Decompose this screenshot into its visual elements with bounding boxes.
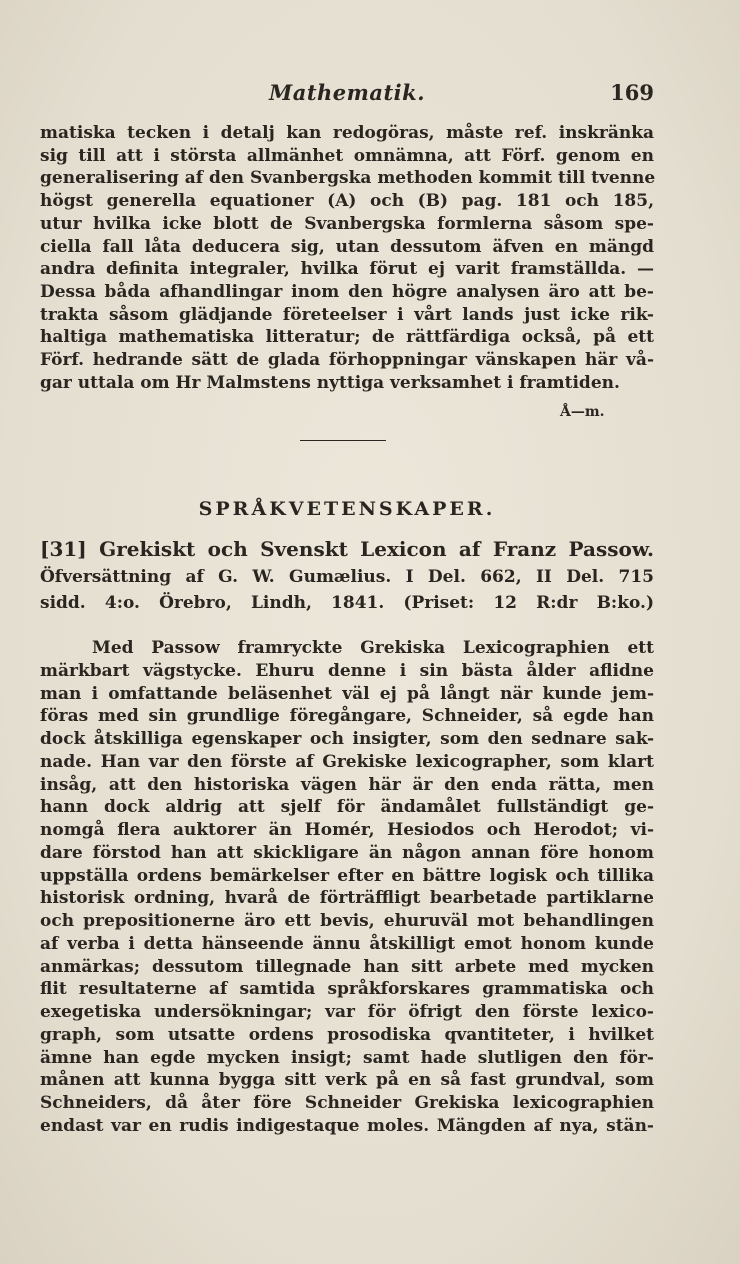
text-line: insåg, att den historiska vägen här är den enda rätta, men [40, 774, 654, 795]
text-line: historisk ordning, hvarå de förträffligt bearbetade partiklarne [40, 888, 654, 909]
text-line: man i omfattande beläsenhet väl ej på långt när kunde jem- [40, 683, 654, 704]
running-head-title: Mathematik. [268, 80, 426, 105]
text-line: utur hvilka icke blott de Svanbergska formlerna såsom spe- [40, 213, 654, 234]
text-line: högst generella equationer (A) och (B) pag. 181 och 185, [40, 191, 654, 212]
text-line: hann dock aldrig att sjelf för ändamålet fullständigt ge- [40, 797, 654, 818]
text-line: Schneiders, då åter före Schneider Grekiska lexicographien [40, 1093, 654, 1113]
section-heading: SPRÅKVETENSKAPER. [198, 498, 496, 520]
text-line: nomgå flera auktorer än Homér, Hesiodos och Herodot; vi- [40, 820, 654, 840]
entry-detail-line: sidd. 4:o. Örebro, Lindh, 1841. (Priset: 12 R:dr B:ko.) [40, 593, 654, 613]
text-line: generalisering af den Svanbergska methoden kommit till tvenne [40, 168, 656, 189]
text-line: endast var en rudis indigestaque moles. Mängden af nya, stän- [40, 1115, 654, 1136]
text-line: dock åtskilliga egenskaper och insigter, som den sednare sak- [40, 729, 654, 749]
entry-detail-line: Öfversättning af G. W. Gumælius. I Del. 662, II Del. 715 [40, 567, 654, 587]
page-number: 169 [610, 80, 654, 105]
text-line: anmärkas; dessutom tillegnade han sitt arbete med mycken [40, 956, 654, 977]
text-line: månen att kunna bygga sitt verk på en så fast grundval, som [40, 1070, 654, 1091]
text-line: matiska tecken i detalj kan redogöras, måste ref. inskränka [40, 123, 654, 143]
text-line: exegetiska undersökningar; var för öfrigt den förste lexico- [40, 1002, 654, 1022]
review-entry-heading [40, 534, 654, 616]
text-line: gar uttala om Hr Malmstens nyttiga verksamhet i framtiden. [40, 372, 620, 393]
text-line: föras med sin grundlige föregångare, Schneider, så egde han [40, 706, 654, 727]
text-line: trakta såsom glädjande företeelser i vårt lands just icke rik- [40, 304, 654, 325]
author-signature: Å—m. [560, 404, 605, 420]
text-line: nade. Han var den förste af Grekiske lexicographer, som klart [40, 751, 654, 772]
entry-title-line: [31] Grekiskt och Svenskt Lexicon af Franz Passow. [40, 537, 654, 561]
text-line: graph, som utsatte ordens prosodiska qvantiteter, i hvilket [40, 1024, 654, 1045]
text-line: märkbart vägstycke. Ehuru denne i sin bästa ålder aflidne [40, 660, 654, 681]
text-line: haltiga mathematiska litteratur; de rättfärdiga också, på ett [40, 327, 654, 348]
text-line: dare förstod han att skickligare än någon annan före honom [40, 842, 654, 863]
text-line: flit resultaterne af samtida språkforskares grammatiska och [40, 979, 654, 1000]
section-divider [300, 440, 386, 441]
paragraph-mathematics [40, 122, 654, 394]
text-line: Förf. hedrande sätt de glada förhoppningar vänskapen här vå- [40, 350, 654, 371]
text-line: Dessa båda afhandlingar inom den högre analysen äro att be- [40, 281, 654, 302]
text-line: sig till att i största allmänhet omnämna, att Förf. genom en [40, 145, 654, 166]
text-line: och prepositionerne äro ett bevis, ehuruväl mot behandlingen [40, 911, 654, 931]
text-line: ciella fall låta deducera sig, utan dessutom äfven en mängd [40, 236, 654, 257]
running-head [40, 80, 654, 110]
text-line: ämne han egde mycken insigt; samt hade slutligen den för- [40, 1047, 654, 1068]
text-line: af verba i detta hänseende ännu åtskilligt emot honom kunde [40, 933, 654, 954]
text-line: andra definita integraler, hvilka förut ej varit framställda. — [40, 259, 654, 280]
text-line: Med Passow framryckte Grekiska Lexicographien ett [92, 638, 654, 658]
text-line: uppställa ordens bemärkelser efter en bättre logisk och tillika [40, 865, 654, 886]
paragraph-review [40, 637, 654, 1138]
